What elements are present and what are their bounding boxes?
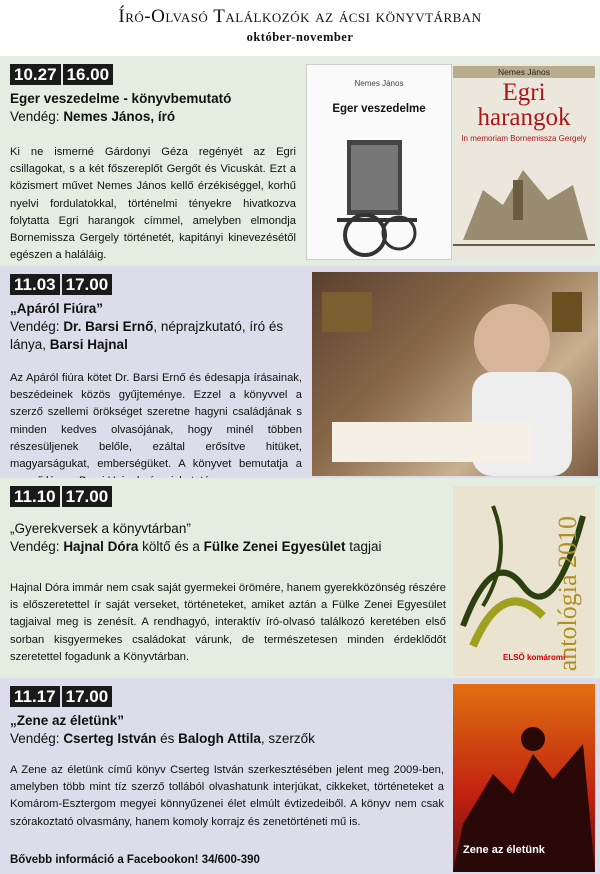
event-date: 11.17	[10, 686, 60, 707]
book-cover-antologia: antológia 2010 ELSŐ komáromi	[453, 486, 595, 676]
event-guest: Vendég: Dr. Barsi Ernő, néprajzkutató, író és lánya, Barsi Hajnal	[10, 319, 284, 352]
event-section	[0, 678, 600, 874]
event-title: „Zene az életünk”	[10, 713, 125, 728]
event-section	[0, 266, 600, 478]
event-time: 16.00	[63, 64, 114, 85]
event-guest: Vendég: Hajnal Dóra költő és a Fülke Zenei Egyesület tagjai	[10, 539, 382, 554]
event-time: 17.00	[62, 486, 113, 507]
page-header	[0, 0, 600, 56]
event-section	[0, 56, 600, 266]
event-section	[0, 478, 600, 678]
event-time: 17.00	[62, 686, 113, 707]
event-date: 10.27	[10, 64, 61, 85]
author-photo	[312, 272, 598, 476]
page-subtitle: október-november	[246, 30, 354, 44]
book-cover-egri-harangok: Nemes János Egri harangok In memoriam Bornemissza Gergely	[453, 64, 595, 260]
book-cover-eger-veszedelme: Nemes János Eger veszedelme	[306, 64, 452, 260]
event-date: 11.03	[10, 274, 60, 295]
page-title: Író-Olvasó Találkozók az ácsi könyvtárban	[118, 6, 482, 27]
book-cover-zene-az-eletunk: Zene az életünk	[453, 684, 595, 872]
event-title: Eger veszedelme - könyvbemutató	[10, 91, 232, 106]
event-guest: Vendég: Nemes János, író	[10, 109, 176, 124]
event-description: Ki ne ismerné Gárdonyi Géza regényét az Egri csillagokat, s a két főszereplőt Gergőt és Vicuskát. Ezt a közismert művet Nemes János kellő érzékiséggel, korhű nyelvi fordulatokkal, történelmi tényekre hivatkozva folytatta Egri harangok címmel, amelyben elmondja Bornemissza Gergely történetét, kapitányi kinevezésétől egészen a haláláig.	[10, 146, 296, 262]
event-time: 17.00	[62, 274, 113, 295]
event-title: „Apáról Fiúra”	[10, 301, 104, 316]
event-description: Hajnal Dóra immár nem csak saját gyermekei örömére, hanem gyerekközönség részére is előszeretettel ír saját verseket, történeteket, amiket aztán a Fülke Zenei Egyesület tagjaival meg is zenésít. A rendhagyó, interaktív író-olvasó találkozó keretében első sorban kisgyermekes családokat várunk, de természetesen minden érdeklődőt szeretettel fogadunk a Könyvtárban.	[10, 582, 446, 663]
event-description: A Zene az életünk című könyv Cserteg István szerkesztésében jelent meg 2009-ben, amelyben több mint tíz szerző tollából olvashatunk interjúkat, cikkeket, történeteket a Komárom-Esztergom megyei könnyűzenei élet elmúlt évtizedeiből. A könyv nem csak szórakoztató olvasmány, hanem komoly korrajz és zenetörténeti mű is.	[10, 764, 444, 828]
event-guest: Vendég: Cserteg István és Balogh Attila, szerzők	[10, 731, 315, 746]
event-date: 11.10	[10, 486, 60, 507]
event-description: Az Apáról fiúra kötet Dr. Barsi Ernő és édesapja írásainak, beszédeinek közös gyűjteménye. Ezzel a könyvvel a szerző szellemi örökséget szeretne hagyni családjának s minden kedves olvasójának, hogy minél többen részesüljenek belőle, ezáltal erősítve hitüket, magyarságukat, emberségüket. A könyvet bemutatja a	[10, 372, 302, 471]
event-title: „Gyerekversek a könyvtárban”	[10, 521, 191, 536]
footer-contact: Bővebb információ a Facebookon! 34/600-390	[10, 854, 260, 866]
